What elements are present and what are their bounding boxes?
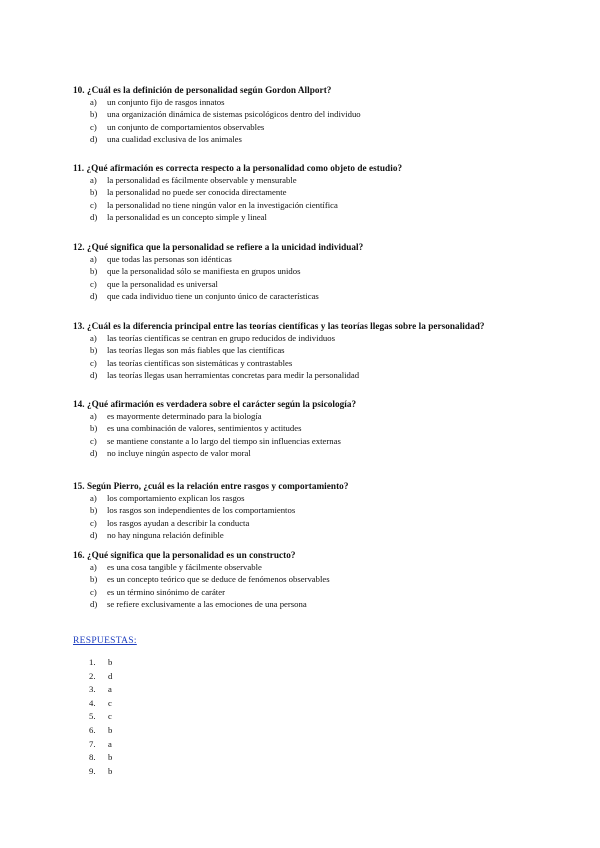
- option-c: c) las teorías científicas son sistemáticas y contrastables: [90, 357, 293, 368]
- option-d: d) se refiere exclusivamente a las emociones de una persona: [90, 599, 307, 610]
- question-11: [73, 162, 583, 224]
- option-d: d) una cualidad exclusiva de los animales: [90, 134, 242, 145]
- question-title: 16. ¿Qué significa que la personalidad es un constructo?: [73, 550, 296, 560]
- option-a: a) las teorías científicas se centran en grupo reducidos de individuos: [90, 333, 335, 343]
- options-list: [73, 253, 583, 303]
- option-d: d) no hay ninguna relación definible: [90, 530, 224, 541]
- options-list: [73, 332, 583, 382]
- answers-heading: RESPUESTAS:: [73, 636, 137, 646]
- option-d: d) que cada individuo tiene un conjunto único de características: [90, 291, 319, 302]
- question-14: [73, 398, 583, 460]
- question-16: [73, 549, 583, 611]
- option-d: d) no incluye ningún aspecto de valor moral: [90, 448, 251, 459]
- option-c: c) que la personalidad es universal: [90, 278, 218, 289]
- options-list: [73, 410, 583, 460]
- option-c: c) es un término sinónimo de caráter: [90, 586, 225, 597]
- question-10: [73, 84, 583, 146]
- option-c: c) un conjunto de comportamientos observables: [90, 121, 265, 132]
- answer-item: 6. b: [89, 724, 113, 735]
- options-list: [73, 96, 583, 146]
- options-list: [73, 492, 583, 542]
- option-b: b) que la personalidad sólo se manifiesta en grupos unidos: [90, 266, 301, 277]
- option-b: b) la personalidad no puede ser conocida directamente: [90, 187, 287, 198]
- option-d: d) las teorías llegas usan herramientas concretas para medir la personalidad: [90, 370, 360, 381]
- options-list: [73, 174, 583, 224]
- question-title: 12. ¿Qué significa que la personalidad se refiere a la unicidad individual?: [73, 242, 364, 252]
- option-c: c) la personalidad no tiene ningún valor en la investigación científica: [90, 199, 338, 210]
- question-12: [73, 241, 583, 303]
- options-list: [73, 561, 583, 611]
- option-a: a) es una cosa tangible y fácilmente observable: [90, 562, 262, 572]
- option-b: b) las teorías llegas son más fiables que las científicas: [90, 345, 285, 356]
- option-b: b) es una combinación de valores, sentimientos y actitudes: [90, 423, 302, 434]
- question-title: 13. ¿Cuál es la diferencia principal entre las teorías científicas y las teorías llegas sobre la personalidad?: [73, 321, 485, 331]
- answer-item: 8. b: [89, 752, 113, 763]
- option-a: a) es mayormente determinado para la biología: [90, 411, 262, 421]
- question-15: [73, 480, 583, 542]
- answer-item: 5. c: [89, 711, 112, 722]
- question-title: 14. ¿Qué afirmación es verdadera sobre el carácter según la psicología?: [73, 399, 357, 409]
- question-title: 10. ¿Cuál es la definición de personalidad según Gordon Allport?: [73, 85, 332, 95]
- question-title: 15. Según Pierro, ¿cuál es la relación entre rasgos y comportamiento?: [73, 481, 349, 491]
- answer-item: 3. a: [89, 684, 112, 695]
- answer-item: 4. c: [89, 697, 112, 708]
- question-13: [73, 320, 583, 382]
- option-b: b) una organización dinámica de sistemas psicológicos dentro del individuo: [90, 109, 361, 120]
- answer-item: 2. d: [89, 670, 113, 681]
- option-a: a) los comportamiento explican los rasgos: [90, 493, 245, 503]
- question-title: 11. ¿Qué afirmación es correcta respecto a la personalidad como objeto de estudio?: [73, 163, 403, 173]
- option-b: b) es un concepto teórico que se deduce de fenómenos observables: [90, 574, 330, 585]
- answer-item: 9. b: [89, 765, 113, 776]
- option-b: b) los rasgos son independientes de los comportamientos: [90, 505, 296, 516]
- option-a: a) la personalidad es fácilmente observable y mensurable: [90, 175, 297, 185]
- answers-list: [89, 656, 112, 778]
- option-a: a) que todas las personas son idénticas: [90, 254, 232, 264]
- answer-item: 7. a: [89, 738, 112, 749]
- option-c: c) se mantiene constante a lo largo del tiempo sin influencias externas: [90, 435, 341, 446]
- option-c: c) los rasgos ayudan a describir la conducta: [90, 517, 250, 528]
- option-d: d) la personalidad es un concepto simple y lineal: [90, 212, 267, 223]
- option-a: a) un conjunto fijo de rasgos innatos: [90, 97, 225, 107]
- answer-item: 1. b: [89, 657, 113, 667]
